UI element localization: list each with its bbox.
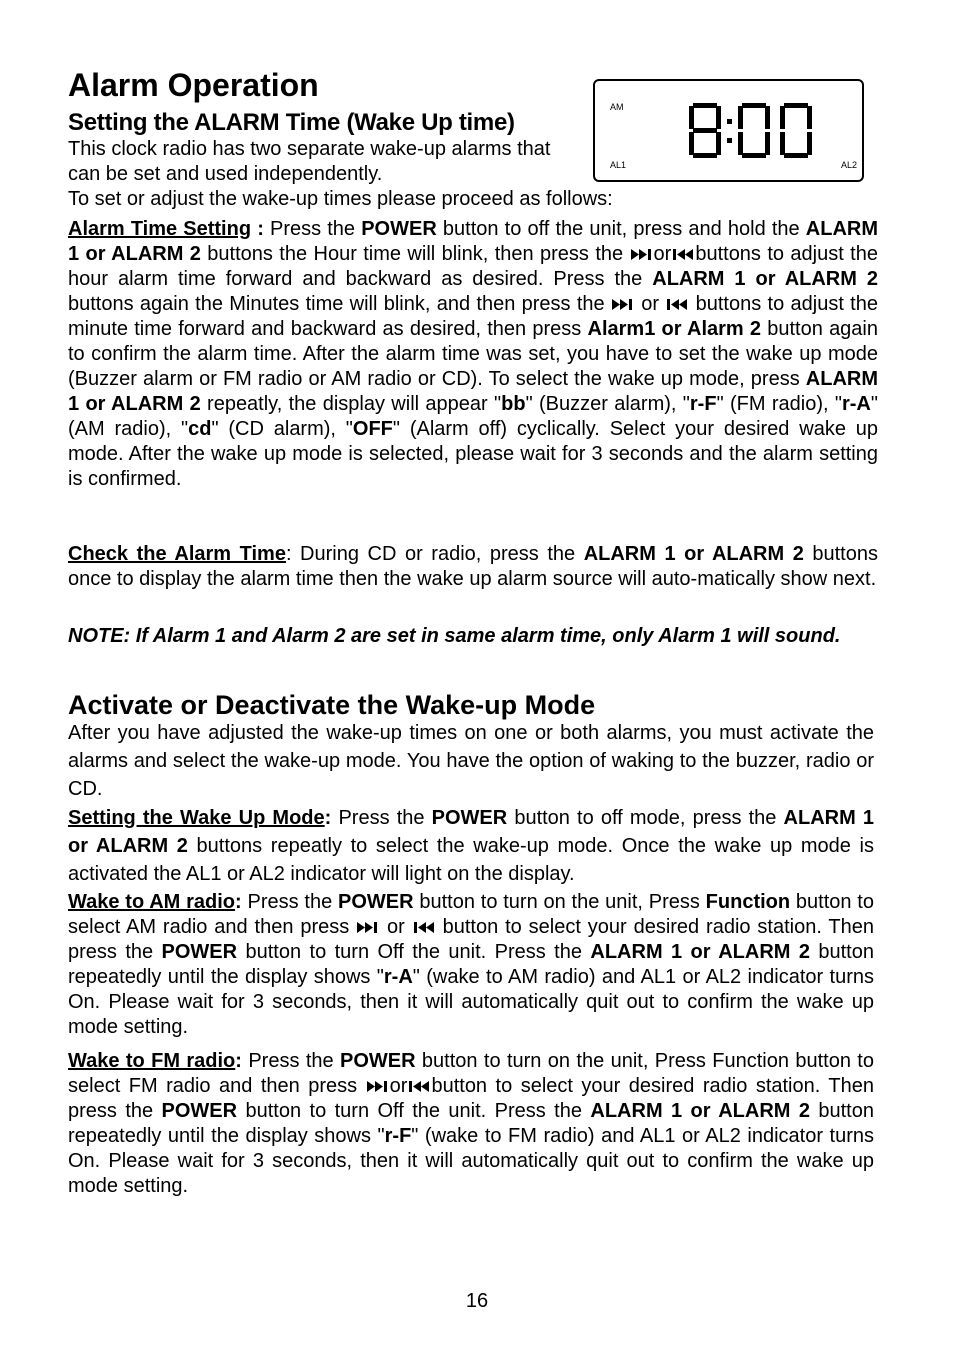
wake-fm-paragraph: Wake to FM radio: Press the POWER button to turn on the unit, Press Function button to select FM radio and then press or button to select your desired radio station. Then press the POWER button to turn Off the unit. Press the ALARM 1 or ALARM 2 button repeatedly until the display shows "r-F" (wake to FM radio) and AL1 or AL2 indicator turns On. Please wait for 3 seconds, then it will automatically quit out to confirm the wake up mode setting. bbox=[68, 1050, 874, 1197]
lcd-display bbox=[593, 79, 864, 182]
skip-back-icon bbox=[671, 248, 695, 261]
section-heading-activate: Activate or Deactivate the Wake-up Mode bbox=[68, 690, 596, 720]
skip-forward-icon bbox=[611, 298, 635, 311]
alarm-time-setting-paragraph: Alarm Time Setting : Press the POWER button to off the unit, press and hold the ALARM 1 or ALARM 2 buttons the Hour time will blink, then press the or buttons to adjust the hour alarm time forward and backward as desired. Press the ALARM 1 or ALARM 2 buttons again the Minutes time will blink, and then press the or buttons to adjust the minute time forward and backward as desired, then press Alarm1 or Alarm 2 button again to confirm the alarm time. After the alarm time was set, you have to set the wake up mode (Buzzer alarm or FM radio or AM radio or CD). To select the wake up mode, press ALARM 1 or ALARM 2 repeatly, the display will appear "bb" (Buzzer alarm), "r-F" (FM radio), "r-A" (AM radio), "cd" (CD alarm), "OFF" (Alarm off) cyclically. Select your desired wake up mode. After the wake up mode is selected, please wait for 3 seconds and the alarm setting is confirmed. bbox=[68, 218, 879, 490]
lcd-time-digits bbox=[689, 103, 819, 163]
page-number: 16 bbox=[465, 1290, 489, 1312]
am-indicator: AM bbox=[610, 102, 624, 112]
section-heading-alarm-time: Setting the ALARM Time (Wake Up time) bbox=[68, 109, 515, 136]
wake-am-paragraph: Wake to AM radio: Press the POWER button to turn on the unit, Press Function button to select AM radio and then press or button to select your desired radio station. Then press the POWER button to turn Off the unit. Press the ALARM 1 or ALARM 2 button repeatedly until the display shows "r-A" (wake to AM radio) and AL1 or AL2 indicator turns On. Please wait for 3 seconds, then it will automatically quit out to confirm the wake up mode setting. bbox=[68, 891, 875, 1038]
wake-mode-paragraph: Setting the Wake Up Mode: Press the POWER button to off mode, press the ALARM 1 or ALARM 2 buttons repeatly to select the wake-up mode. Once the wake up mode is activated the AL1 or AL2 indicator will light on the display. bbox=[68, 807, 875, 885]
alarm-time-setting-heading: Alarm Time Setting bbox=[68, 218, 252, 240]
skip-back-icon bbox=[407, 1080, 431, 1093]
skip-back-icon bbox=[412, 921, 436, 934]
wake-mode-heading: Setting the Wake Up Mode bbox=[68, 807, 325, 829]
intro-text: This clock radio has two separate wake-up alarms that can be set and used independently. bbox=[68, 138, 551, 185]
activate-intro-paragraph: After you have adjusted the wake-up times on one or both alarms, you must activate the alarms and select the wake-up mode. You have the option of waking to the buzzer, radio or CD. bbox=[68, 722, 874, 800]
al2-indicator: AL2 bbox=[841, 160, 858, 170]
intro-text-2: To set or adjust the wake-up times please proceed as follows: bbox=[68, 188, 613, 210]
note-text: NOTE: If Alarm 1 and Alarm 2 are set in same alarm time, only Alarm 1 will sound. bbox=[68, 625, 841, 647]
page-title: Alarm Operation bbox=[68, 67, 319, 103]
wake-am-heading: Wake to AM radio bbox=[68, 891, 236, 913]
skip-forward-icon bbox=[366, 1080, 390, 1093]
skip-forward-icon bbox=[356, 921, 380, 934]
check-alarm-heading: Check the Alarm Time bbox=[68, 543, 286, 565]
check-alarm-paragraph: Check the Alarm Time: During CD or radio, press the ALARM 1 or ALARM 2 buttons once to display the alarm time then the wake up alarm source will auto-matically show next. bbox=[68, 543, 878, 590]
skip-forward-icon bbox=[630, 248, 654, 261]
wake-fm-heading: Wake to FM radio bbox=[68, 1050, 236, 1072]
skip-back-icon bbox=[665, 298, 689, 311]
al1-indicator: AL1 bbox=[610, 160, 627, 170]
